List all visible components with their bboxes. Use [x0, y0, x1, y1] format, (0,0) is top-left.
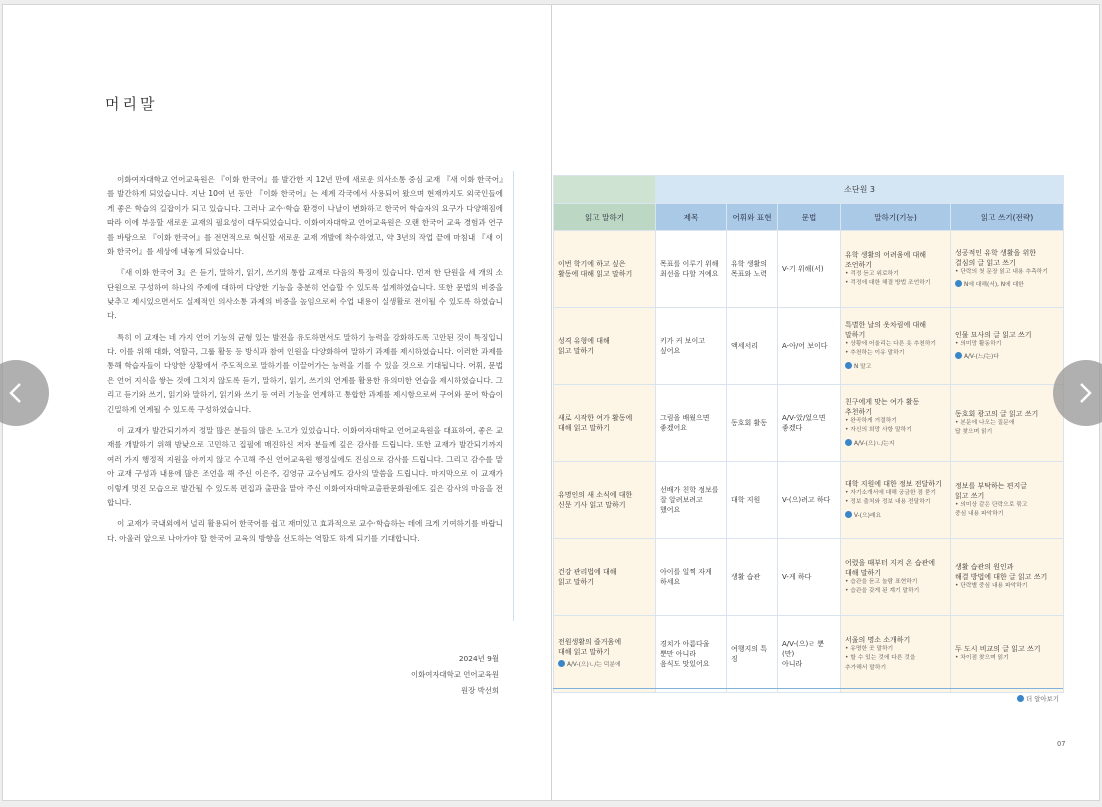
cell-writing: [951, 385, 1064, 462]
cell-speaking: [841, 616, 951, 693]
cell-vocab: [727, 308, 778, 385]
cell-text: 말하기: [845, 330, 866, 339]
grammar-note: [955, 352, 1059, 363]
cell-text: 대학 지원에 대한 정보 전달하기: [845, 479, 942, 488]
grammar-note-text: N에 대해(서), N에 대한: [964, 282, 1024, 288]
cell-vocab: [727, 539, 778, 616]
cell-subtext: 추가해서 말하기: [845, 664, 887, 671]
cell-text: 해결 방법에 대한 글 읽고 쓰기: [955, 573, 1048, 582]
cell-speaking: [841, 539, 951, 616]
cell-subtext: • 단락의 첫 문장 읽고 내용 추측하기: [955, 268, 1048, 275]
cell-text: 좋겠어요: [660, 424, 688, 432]
signature-org: 이화여자대학교 언어교육원: [410, 670, 499, 679]
cell-text: 대학 지원: [731, 496, 761, 504]
cell-text: 잘 알려보려고: [660, 496, 703, 504]
cell-reading-speaking: [554, 539, 656, 616]
cell-subtext: 중심 내용 파악하기: [955, 511, 1004, 517]
preface-paragraph: 『새 이화 한국어 3』은 듣기, 말하기, 읽기, 쓰기의 통합 교재로 다음의 특징이 있습니다. 먼저 한 단원을 세 개의 소단원으로 구성하여 하나의 주제에 대하여 다양한 기능을 충분히 연습할 수 있도록 설계하였습니다. 또한 문법의 비중을 낮추고 제시있으면서도 실제적인 의사소통 과제의 비중을 높임으로써 수업 내용이 실생활로 전이될 수 있도록 하였습니다.: [107, 268, 503, 321]
cell-reading-speaking: [554, 385, 656, 462]
cell-text: 액세서리: [731, 342, 759, 350]
preface-paragraph: 이화여자대학교 언어교육원은 『이화 한국어』를 발간한 지 12년 만에 새로운 의사소통 중심 교재 『새 이화 한국어』를 발간하게 되었습니다. 지난 10여 년 동안 『이화 한국어』는 세계 각국에서 사용되어 왔으며 현재까지도 외국인들에게 좋은 학습의 길잡이가 되고 있습니다. 그러나 교수·학습 환경이 나날이 변화하고 한국어 학습자의 요구가 다양해짐에 따라 이에 부응할 새로운 교재의 필요성이 대두되었습니다. 이화여자대학교 언어교육원은 오랜 한국어 교육 경험과 연구를 바탕으로 『이화 한국어』를 전면적으로 혁신할 새로운 교재 개발에 착수하였고, 약 3년의 작업 끝에 마침내 『새 이화 한국어』를 세상에 내놓게 되었습니다.: [107, 175, 503, 257]
cell-text: A/V-(으)ㄹ 뿐(만): [782, 640, 825, 658]
grammar-note-text: N 말고: [854, 363, 872, 370]
cell-text: 성격 유형에 대해: [558, 337, 610, 345]
cell-text: 키가 커 보이고: [660, 337, 706, 345]
cell-subtext: • 의미망 활동하기: [955, 340, 1002, 347]
cell-subtext: • 걱정 듣고 위로하기: [845, 270, 899, 277]
grammar-badge-icon: [845, 439, 852, 446]
signature-date: 2024년 9월: [458, 654, 499, 663]
cell-subtext: • 습관을 갖게 된 계기 말하기: [845, 588, 920, 594]
cell-text: A/V-았/었으면: [782, 414, 826, 422]
grammar-note: [845, 362, 946, 373]
grammar-badge-icon: [845, 362, 852, 369]
preface-body: [107, 173, 503, 553]
cell-reading-speaking: [554, 308, 656, 385]
cell-vocab: [727, 462, 778, 539]
table-bottom-rule: [553, 688, 1063, 689]
grammar-badge-icon: [845, 511, 852, 518]
cell-vocab: [727, 385, 778, 462]
grammar-badge-icon: [955, 280, 962, 287]
column-header: 말하기(기능): [841, 204, 951, 231]
cell-text: 추천하기: [845, 407, 873, 416]
page-number: 07: [1057, 740, 1066, 748]
cell-vocab: [727, 231, 778, 308]
page-title: 머리말: [105, 95, 158, 113]
unit-header-row: [554, 176, 1064, 204]
cell-reading-speaking: [554, 462, 656, 539]
cell-text: 건강 관리법에 대해: [558, 568, 617, 576]
table-row: [554, 308, 1064, 385]
cell-text: 싶어요: [660, 347, 681, 355]
preface-paragraph: 특히 이 교재는 네 가지 언어 기능의 균형 있는 발전을 유도하면서도 말하기 능력을 강화하도록 고안된 것이 특징입니다. 이를 위해 대화, 역할극, 그룹 활동 등 방식과 참여 인원을 다양화하여 말하기 과제를 제시하였습니다. 이러한 과제를 통해 학습자들이 다양한 상황에서 주도적으로 말하기를 이끌어가는 능력을 기를 수 있을 것으로 기대됩니다. 어휘, 문법은 언어 지식을 쌓는 것에 그치지 않도록 듣기, 말하기, 읽기, 쓰기의 연계를 활용한 유의미한 연습을 제시하였습니다. 그리고 듣기와 쓰기, 읽기와 말하기, 읽기와 쓰기 등 여러 기능을 연계하고 통합한 과제를 제시함으로써 구어와 문어 학습이 긴밀하게 연계될 수 있도록 구성하였습니다.: [107, 332, 503, 414]
preface-paragraph: 이 교재가 국내외에서 널리 활용되어 한국어를 쉽고 재미있고 효과적으로 교수·학습하는 데에 크게 기여하기를 바랍니다. 아울러 앞으로 나아가야 할 한국어 교육의 방향을 선도하는 역할도 하게 되기를 기대합니다.: [107, 519, 503, 543]
cell-text: 했어요: [660, 506, 681, 514]
cell-subtext: • 본문에 나오는 질문에: [955, 419, 1015, 426]
cell-text: 결심의 글 읽고 쓰기: [955, 258, 1016, 267]
cell-speaking: [841, 462, 951, 539]
cell-grammar: [778, 308, 841, 385]
cell-subtext: 답 찾으며 읽기: [955, 429, 993, 435]
grammar-note: [845, 439, 946, 450]
cell-text: 뿐만 아니라: [660, 650, 697, 658]
cell-writing: [951, 616, 1064, 693]
cell-text: 하세요: [660, 578, 681, 586]
cell-subtext: • 차이점 찾으며 읽기: [955, 655, 1009, 662]
cell-text: 동호회 활동: [731, 419, 768, 427]
cell-text: 정보를 부탁하는 편지글: [955, 481, 1028, 490]
cell-text: 친구에게 맞는 여가 활동: [845, 397, 920, 406]
cell-title: [656, 462, 727, 539]
signature-block: [411, 651, 499, 699]
cell-text: 전원생활의 즐거움에: [558, 638, 622, 647]
cell-text: 목표와 노력: [731, 270, 768, 278]
cell-reading-speaking: [554, 231, 656, 308]
cell-text: A-아/어 보이다: [782, 342, 828, 350]
cell-text: 인물 묘사의 글 읽고 쓰기: [955, 330, 1032, 339]
cell-title: [656, 539, 727, 616]
column-header: 읽고 말하기: [554, 204, 656, 231]
cell-subtext: • 자신의 희망 사항 말하기: [845, 427, 912, 434]
grammar-note: [955, 280, 1059, 291]
cell-text: 선배가 친학 정보를: [660, 486, 719, 494]
table-row: [554, 462, 1064, 539]
grammar-note-text: V-(으)래요: [854, 512, 882, 519]
cell-grammar: [778, 462, 841, 539]
table-row: [554, 231, 1064, 308]
cell-text: 아니라: [782, 660, 803, 668]
cell-subtext: • 습관을 듣고 놀람 표현하기: [845, 578, 918, 585]
cell-text: 생활 습관의 원인과: [955, 563, 1014, 572]
cell-grammar: [778, 385, 841, 462]
column-header-row: [554, 204, 1064, 231]
cell-text: V-(으)려고 하다: [782, 496, 831, 504]
cell-subtext: • 단락별 중심 내용 파악하기: [955, 583, 1028, 590]
cell-text: 특별한 날의 옷차림에 대해: [845, 320, 927, 329]
info-badge-icon: [1017, 695, 1024, 702]
cell-speaking: [841, 231, 951, 308]
cell-text: 두 도시 비교의 글 읽고 쓰기: [955, 645, 1041, 654]
grammar-note-text: A/V-(으)ㄴ/는지: [854, 440, 895, 447]
signature-person: 원장 박선희: [460, 686, 499, 695]
more-info-note: [1017, 694, 1059, 703]
cell-text: 최선을 다할 거예요: [660, 270, 719, 278]
chevron-left-icon: [7, 381, 25, 405]
cell-title: [656, 308, 727, 385]
cell-text: 대해 읽고 말하기: [558, 648, 610, 657]
grammar-note: [845, 511, 946, 522]
cell-writing: [951, 462, 1064, 539]
cell-text: 유명인의 새 소식에 대한: [558, 491, 633, 499]
cell-title: [656, 385, 727, 462]
cell-subtext: • 정보 출처와 정보 내용 전달하기: [845, 499, 931, 506]
cell-subtext: • 걱정에 대한 해결 방법 조언하기: [845, 280, 931, 286]
cell-reading-speaking: [554, 616, 656, 693]
grammar-note: [558, 660, 651, 671]
cell-writing: [951, 308, 1064, 385]
cell-subtext: • 의미상 같은 단락으로 묶고: [955, 501, 1028, 508]
cell-text: 읽고 말하기: [558, 347, 595, 355]
cell-text: 좋겠다: [782, 424, 803, 432]
more-label: 더 알아보기: [1026, 695, 1059, 703]
book-spread: [2, 4, 1100, 801]
cell-grammar: [778, 231, 841, 308]
grammar-badge-icon: [955, 352, 962, 359]
cell-subtext: • 상황에 어울리는 다른 옷 추천하기: [845, 340, 937, 347]
cell-writing: [951, 539, 1064, 616]
left-margin-rule: [513, 171, 514, 621]
cell-speaking: [841, 308, 951, 385]
cell-text: 생활 습관: [731, 573, 761, 581]
cell-text: 경치가 아름다울: [660, 640, 710, 648]
cell-subtext: • 할 수 있는 것에 다른 것을: [845, 655, 916, 662]
cell-subtext: • 유명한 곳 말하기: [845, 645, 894, 652]
column-header: 읽고 쓰기(전략): [951, 204, 1064, 231]
cell-text: 여행지의 특징: [731, 645, 768, 663]
cell-text: 읽고 쓰기: [955, 491, 985, 500]
cell-vocab: [727, 616, 778, 693]
unit-overview-table: [553, 175, 1064, 693]
cell-text: 신문 기사 읽고 말하기: [558, 501, 626, 509]
column-header: 문법: [778, 204, 841, 231]
cell-text: 새로 시작한 여가 활동에: [558, 414, 633, 422]
unit-title: 소단원 3: [656, 176, 1064, 204]
grammar-badge-icon: [558, 660, 565, 667]
cell-text: 읽고 말하기: [558, 578, 595, 586]
cell-grammar: [778, 616, 841, 693]
cell-writing: [951, 231, 1064, 308]
cell-speaking: [841, 385, 951, 462]
cell-text: 동호회 광고의 글 읽고 쓰기: [955, 409, 1039, 418]
preface-paragraph: 이 교재가 발간되기까지 정말 많은 분들의 많은 노고가 있었습니다. 이화여자대학교 언어교육원을 대표하여, 좋은 교재를 개발하기 위해 밤낮으로 고민하고 집필에 매진하신 저자 분들께 깊은 감사를 드립니다. 또한 교재가 발간되기까지 여러 가지 행정적 지원을 아끼지 않고 수고해 주신 언어교육원 행정실에도 진심으로 감사를 드립니다. 그리고 감수를 맡아 교재 구성과 내용에 많은 조언을 해 주신 이은주, 김영규 교수님께도 감사의 말씀을 드립니다. 마지막으로 이 교재가 이렇게 멋진 모습으로 발간될 수 있도록 편집과 출판을 맡아 주신 이화여자대학교출판문화원에도 깊은 감사의 마음을 전합니다.: [107, 425, 503, 507]
cell-text: 대해 말하기: [845, 568, 882, 577]
table-row: [554, 539, 1064, 616]
cell-text: V-게 하다: [782, 573, 812, 581]
cell-text: 이번 학기에 하고 싶은: [558, 260, 626, 268]
grammar-note-text: A/V-(느/는)다: [964, 354, 999, 360]
cell-title: [656, 616, 727, 693]
chevron-right-icon: [1076, 381, 1094, 405]
cell-title: [656, 231, 727, 308]
cell-text: 서울의 명소 소개하기: [845, 635, 911, 644]
cell-text: V-기 위해(서): [782, 265, 824, 273]
cell-text: 어렸을 때부터 지켜 온 습관에: [845, 558, 936, 567]
grammar-note-text: A/V-(으)ㄴ/는 덕분에: [567, 662, 621, 669]
table-row: [554, 616, 1064, 693]
cell-text: 성공적인 유학 생활을 위한: [955, 248, 1037, 257]
page-gutter: [551, 5, 552, 800]
table-row: [554, 385, 1064, 462]
cell-subtext: • 자기소개서에 대해 궁금한 점 묻기: [845, 489, 937, 496]
cell-text: 그림을 배웠으면: [660, 414, 710, 422]
unit-header-blank: [554, 176, 656, 204]
cell-text: 대해 읽고 말하기: [558, 424, 610, 432]
cell-text: 목표를 이루기 위해: [660, 260, 719, 268]
cell-text: 유학 생활의: [731, 260, 768, 268]
cell-text: 조언하기: [845, 260, 873, 269]
cell-text: 활동에 대해 읽고 말하기: [558, 270, 633, 278]
cell-subtext: • 완곡하게 거절하기: [845, 417, 897, 424]
cell-text: 아이를 일찍 자게: [660, 568, 712, 576]
table-body: [554, 231, 1064, 693]
column-header: 제목: [656, 204, 727, 231]
cell-subtext: • 추천하는 이유 말하기: [845, 350, 905, 357]
cell-text: 음식도 맛있어요: [660, 660, 710, 668]
column-header: 어휘와 표현: [727, 204, 778, 231]
cell-text: 유학 생활의 어려움에 대해: [845, 250, 927, 259]
cell-grammar: [778, 539, 841, 616]
